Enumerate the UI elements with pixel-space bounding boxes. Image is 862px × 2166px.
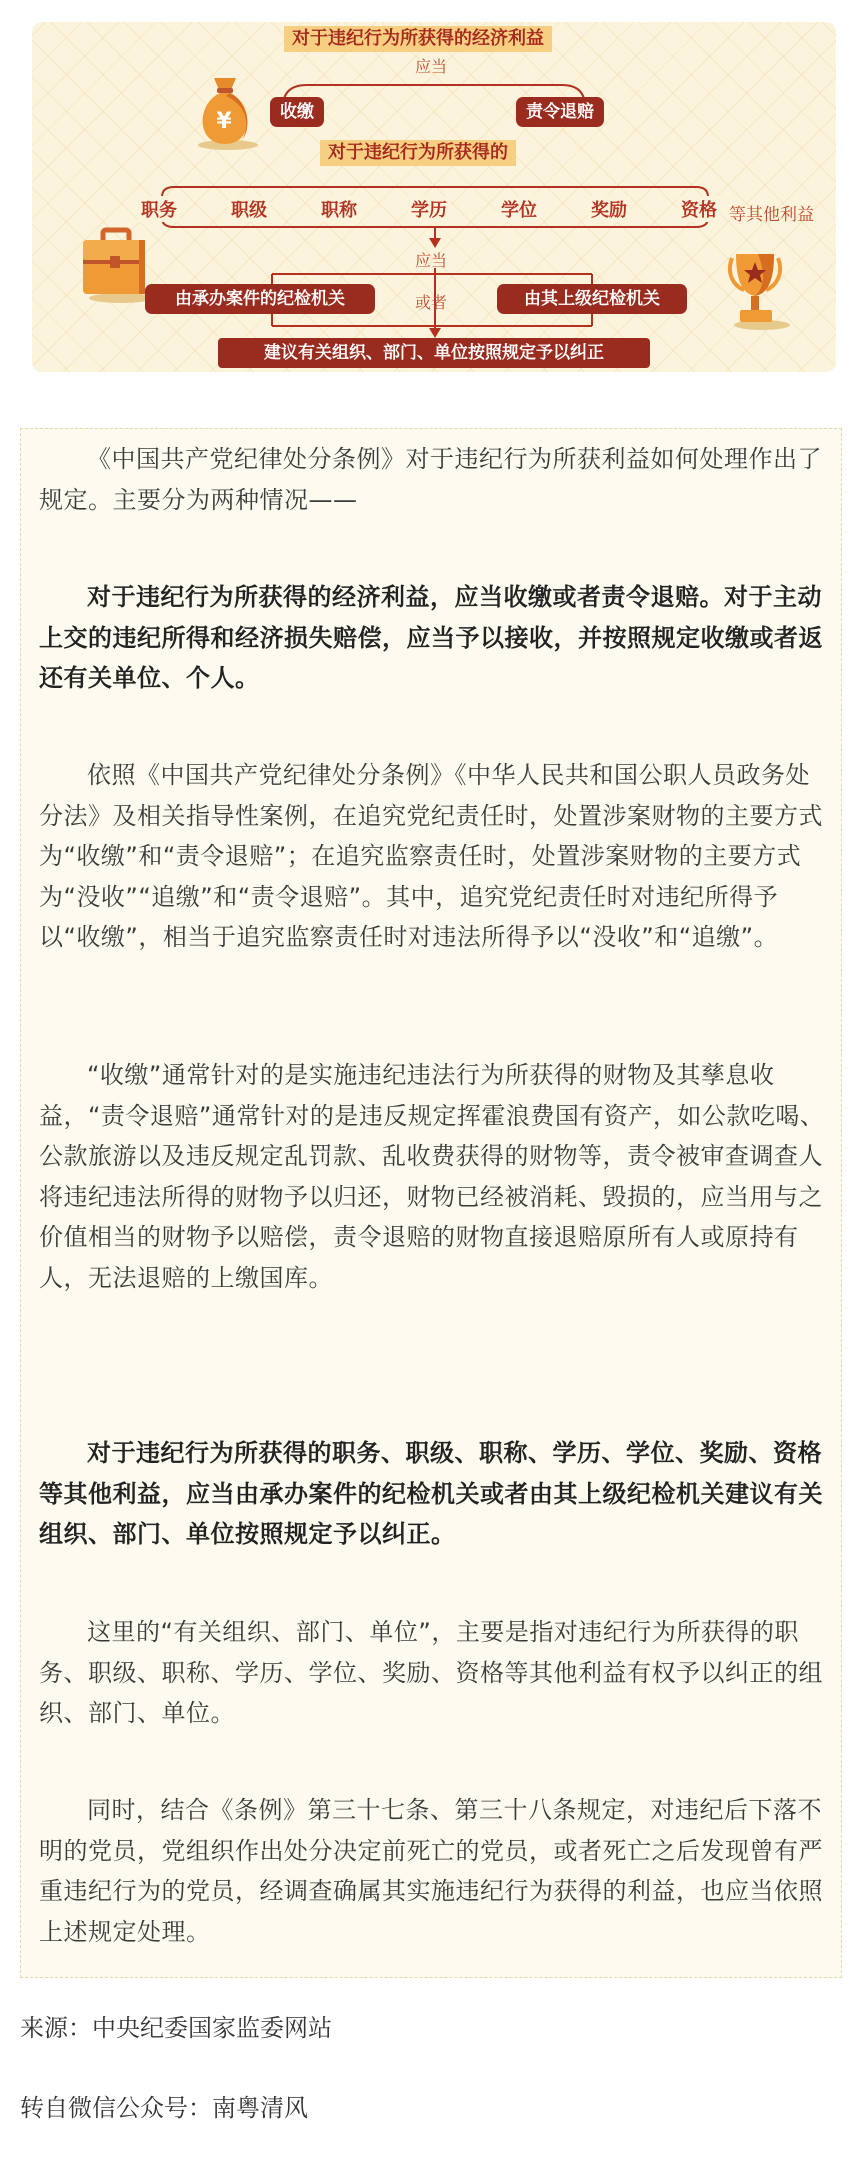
obtained-benefit-heading: 对于违纪行为所获得的	[320, 140, 516, 166]
or-label: 或者	[415, 293, 448, 312]
economic-benefit-heading: 对于违纪行为所获得的经济利益	[284, 26, 552, 52]
paragraph-economic-rule: 对于违纪行为所获得的经济利益，应当收缴或者责令退赔。对于主动上交的违纪所得和经济损失赔偿，应当予以接收，并按照规定收缴或者返还有关单位、个人。	[39, 583, 823, 692]
paragraph-other-benefits-rule: 对于违纪行为所获得的职务、职级、职称、学历、学位、奖励、资格等其他利益，应当由承办案件的纪检机关或者由其上级纪检机关建议有关组织、部门、单位按照规定予以纠正。	[39, 1439, 823, 1548]
item-degree: 学位	[498, 196, 540, 222]
paragraph-intro: 《中国共产党纪律处分条例》对于违纪行为所获利益如何处理作出了规定。主要分为两种情况——	[39, 445, 822, 514]
infographic	[32, 22, 836, 372]
paragraph-special-cases: 同时，结合《条例》第三十七条、第三十八条规定，对违纪后下落不明的党员，党组织作出处分决定前死亡的党员，或者死亡之后发现曾有严重违纪行为的党员，经调查确属其实施违纪行为获得的利益，也应当依照上述规定处理。	[39, 1796, 823, 1946]
order-refund-box: 责令退赔	[516, 97, 604, 127]
yuan-symbol: ¥	[216, 109, 232, 134]
should-label-1: 应当	[415, 57, 448, 76]
handling-organ-box: 由承办案件的纪检机关	[145, 284, 375, 314]
suggestion-box: 建议有关组织、部门、单位按照规定予以纠正	[218, 338, 650, 368]
should-label-2: 应当	[415, 251, 448, 270]
repost-line: 转自微信公众号：南粤清风	[20, 2094, 308, 2122]
article-text-box	[20, 428, 842, 1978]
money-bag-icon	[190, 66, 260, 150]
paragraph-legal-basis: 依照《中国共产党纪律处分条例》《中华人民共和国公职人员政务处分法》及相关指导性案例，在追究党纪责任时，处置涉案财物的主要方式为“收缴”和“责令退赔”；在追究监察责任时，处置涉案财物的主要方式为“没收”“追缴”和“责令退赔”。其中，追究党纪责任时对违纪所得予以“收缴”，相当于追究监察责任时对违法所得予以“没收”和“追缴”。	[39, 761, 823, 951]
superior-organ-box: 由其上级纪检机关	[497, 284, 687, 314]
confiscate-box: 收缴	[270, 97, 324, 127]
trophy-icon	[722, 250, 792, 330]
source-line: 来源：中央纪委国家监委网站	[20, 2014, 332, 2042]
other-benefits-label: 等其他利益	[729, 205, 814, 225]
item-education: 学历	[408, 196, 450, 222]
paragraph-definitions: “收缴”通常针对的是实施违纪违法行为所获得的财物及其孳息收益，“责令退赔”通常针对的是违反规定挥霍浪费国有资产，如公款吃喝、公款旅游以及违反规定乱罚款、乱收费获得的财物等，责令被审查调查人将违纪违法所得的财物予以归还，财物已经被消耗、毁损的，应当用与之价值相当的财物予以赔偿，责令退赔的财物直接退赔原所有人或原持有人，无法退赔的上缴国库。	[39, 1061, 825, 1292]
item-rank: 职级	[228, 196, 270, 222]
item-title: 职称	[318, 196, 360, 222]
item-qualification: 资格	[678, 196, 720, 222]
item-position: 职务	[138, 196, 180, 222]
item-award: 奖励	[588, 196, 630, 222]
paragraph-related-units: 这里的“有关组织、部门、单位”，主要是指对违纪行为所获得的职务、职级、职称、学历、学位、奖励、资格等其他利益有权予以纠正的组织、部门、单位。	[39, 1618, 823, 1727]
